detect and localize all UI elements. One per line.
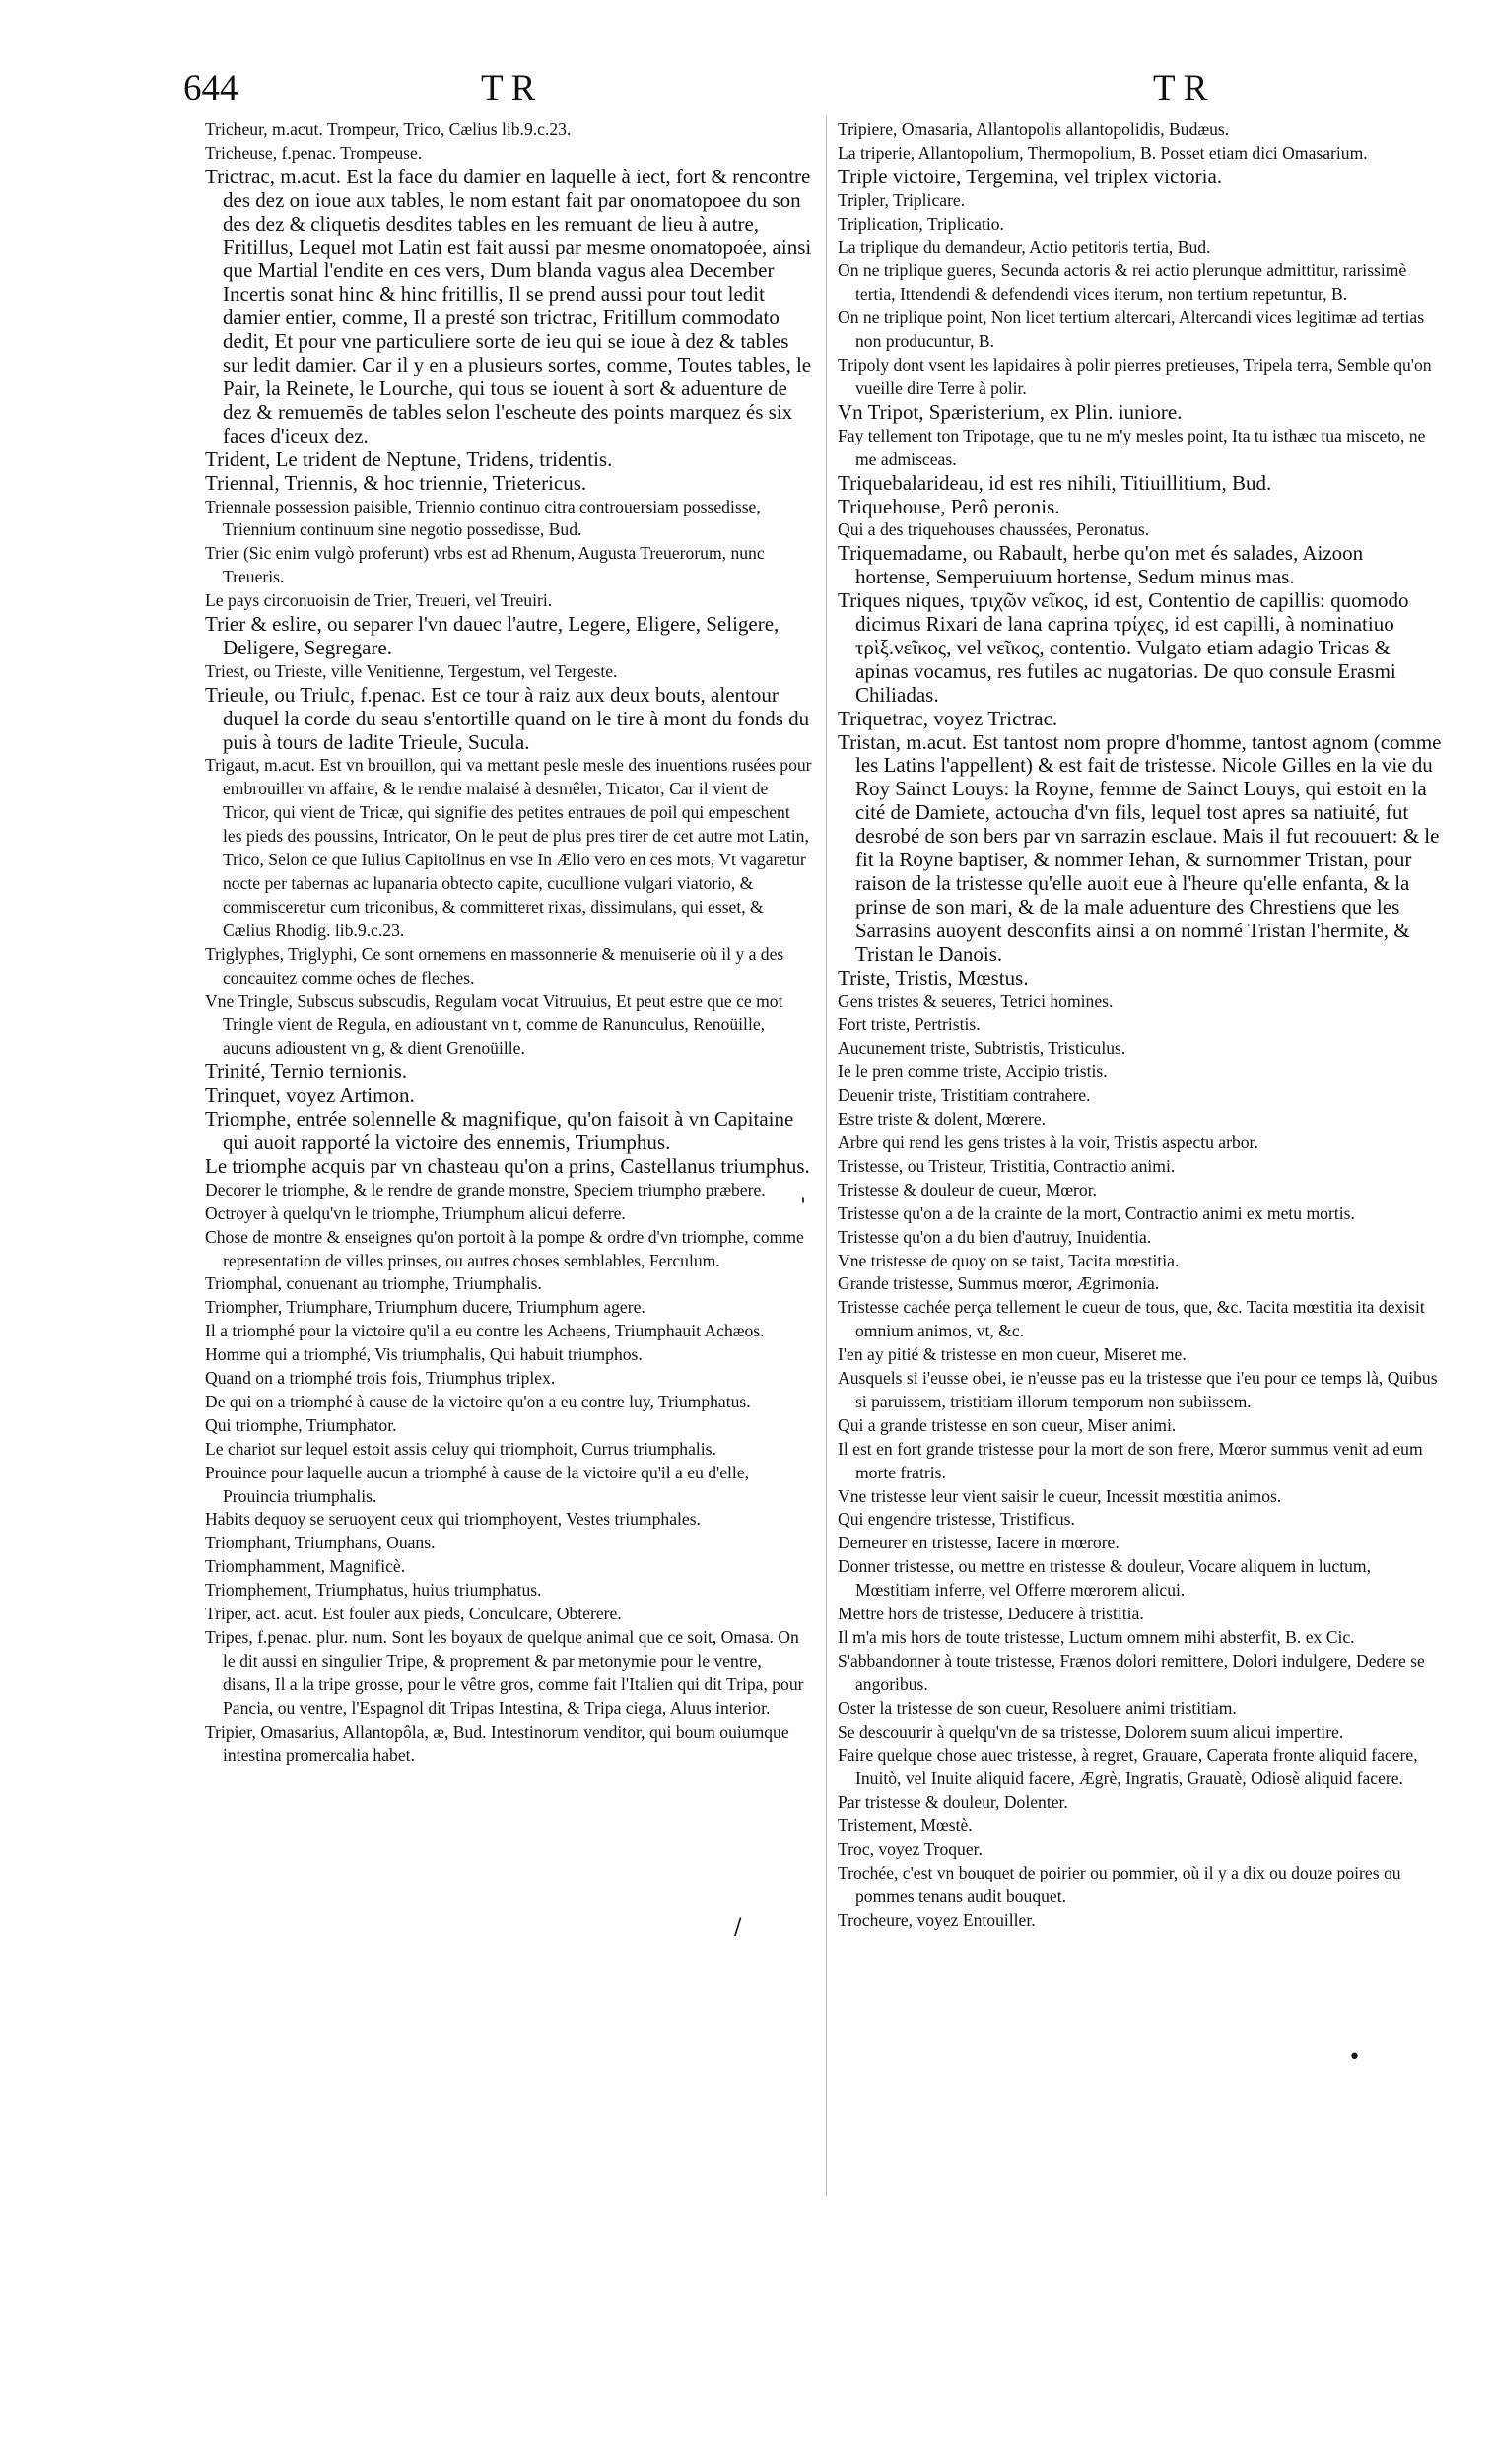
dictionary-entry: Triquetrac, voyez Trictrac. <box>838 706 1058 730</box>
dictionary-entry: Tripiere, Omasaria, Allantopolis allantopolidis, Budæus. <box>838 119 1230 139</box>
dictionary-entry: Il est en fort grande tristesse pour la mort de son frere, Mœror summus venit ad eum morte fratris. <box>838 1438 1423 1482</box>
dictionary-entry: Tristesse qu'on a du bien d'autruy, Inuidentia. <box>838 1226 1152 1247</box>
dictionary-entry: Triennal, Triennis, & hoc triennie, Trietericus. <box>205 470 587 495</box>
dictionary-entry: Homme qui a triomphé, Vis triumphalis, Qui habuit triumphos. <box>205 1344 643 1365</box>
dictionary-entry: Par tristesse & douleur, Dolenter. <box>838 1792 1068 1813</box>
dictionary-entry: Tristesse, ou Tristeur, Tristitia, Contractio animi. <box>838 1155 1176 1176</box>
dictionary-entry: Trier & eslire, ou separer l'vn dauec l'autre, Legere, Eligere, Seligere, Deligere, Segregare. <box>205 612 780 659</box>
dictionary-entry: Trinité, Ternio ternionis. <box>205 1060 408 1084</box>
dictionary-entry: Triest, ou Trieste, ville Venitienne, Tergestum, vel Tergeste. <box>205 660 618 681</box>
dictionary-entry: La triperie, Allantopolium, Thermopolium, B. Posset etiam dici Omasarium. <box>838 142 1368 163</box>
dictionary-entry: Chose de montre & enseignes qu'on portoit à la pompe & ordre d'vn triomphe, comme representation de villes prinses, ou autres choses semblables, Ferculum. <box>205 1226 804 1270</box>
dictionary-entry: Mettre hors de tristesse, Deducere à tristitia. <box>838 1604 1144 1624</box>
dictionary-entry: Le triomphe acquis par vn chasteau qu'on a prins, Castellanus triumphus. <box>205 1153 810 1178</box>
dictionary-entry: Triquehouse, Perô peronis. <box>838 494 1060 518</box>
dictionary-entry: Trocheure, voyez Entouiller. <box>838 1909 1036 1930</box>
dictionary-entry: Triomphant, Triumphans, Ouans. <box>205 1533 436 1553</box>
dictionary-entry: Tristesse cachée perça tellement le cueur de tous, que, &c. Tacita mœstitia ita dexisit omnium animos, vt, &c. <box>838 1297 1425 1341</box>
dictionary-entry: Decorer le triomphe, & le rendre de grande monstre, Speciem triumpho præbere. <box>205 1179 766 1199</box>
dictionary-entry: La triplique du demandeur, Actio petitoris tertia, Bud. <box>838 237 1211 257</box>
dictionary-entry: Qui engendre tristesse, Tristificus. <box>838 1509 1075 1530</box>
dictionary-entry: Trieule, ou Triulc, f.penac. Est ce tour à raiz aux deux bouts, alentour duquel la corde du seau s'entortille quand on le tire à mont du fonds du puis à tours de ladite Trieule, Sucula. <box>205 682 810 754</box>
dictionary-entry: Ie le pren comme triste, Accipio tristis. <box>838 1061 1108 1082</box>
dictionary-entry: Triques niques, τριχῶν νεῖκος, id est, Contentio de capillis: quomodo dicimus Rixari de lana caprina τρίχες, id est capilli, à nominatiuo τρὶξ.νεῖκος, vel νεῖκος, contentio. Vulgato etiam adagio Tricas & apinas vocamus, res futiles ac nugatorias. De quo consule Erasmi Chiliadas. <box>838 588 1409 707</box>
dictionary-entry: On ne triplique gueres, Secunda actoris & rei actio plerunque admittitur, rarissimè tertia, Ittendendi & defendendi vices iterum, non tertium repetuntur, B. <box>838 260 1407 305</box>
dictionary-entry: Troc, voyez Troquer. <box>838 1839 983 1860</box>
dictionary-entry: Grande tristesse, Summus mœror, Ægrimonia. <box>838 1273 1160 1294</box>
dictionary-entry: Tristesse & douleur de cueur, Mœror. <box>838 1179 1098 1199</box>
dictionary-entry: Trinquet, voyez Artimon. <box>205 1083 415 1108</box>
dictionary-entry: Gens tristes & seueres, Tetrici homines. <box>838 991 1114 1011</box>
margin-mark: / <box>734 1915 742 1940</box>
dictionary-entry: Tricheur, m.acut. Trompeur, Trico, Cælius lib.9.c.23. <box>205 119 572 139</box>
right-column <box>838 118 1443 1933</box>
margin-mark: ' <box>800 1195 807 1219</box>
dictionary-entry: Il a triomphé pour la victoire qu'il a eu contre les Acheens, Triumphauit Achæos. <box>205 1321 765 1341</box>
right-running-head: TR <box>1153 68 1216 108</box>
dictionary-entry: Tripler, Triplicare. <box>838 189 966 210</box>
dictionary-entry: Trictrac, m.acut. Est la face du damier en laquelle à iect, fort & rencontre des dez on ioue aux tables, le nom estant fait par onomatopoee du son des dez & cliquetis desdites tables en les remuant de lieu à autre, Fritillus, Lequel mot Latin est fait aussi par mesme onomatopoée, ainsi que Martial l'endite en ces vers, Dum blanda vagus alea December Incertis sonat hinc & hinc fritillis, Il se prend aussi pour tout ledit damier entier, comme, Il a presté son trictrac, Fritillum commodato dedit, Et pour vne particuliere sorte de ieu qui se ioue à dez & tables sur ledit damier. Car il y en a plusieurs sortes, comme, Toutes tables, le Pair, la Reinete, le Lourche, qui tous se iouent à sort & aduenture de dez & remuemēs de tables selon l'escheute des points marquez és six faces d'iceux dez. <box>205 164 812 447</box>
dictionary-entry: Triomphement, Triumphatus, huius triumphatus. <box>205 1580 542 1601</box>
dictionary-entry: Tristement, Mœstè. <box>838 1815 973 1836</box>
dictionary-entry: Triomphe, entrée solennelle & magnifique, qu'on faisoit à vn Capitaine qui auoit rapporté la victoire des ennemis, Triumphus. <box>205 1107 794 1154</box>
column-divider <box>826 116 827 2196</box>
dictionary-entry: Triste, Tristis, Mœstus. <box>838 965 1029 990</box>
dictionary-entry: Fort triste, Pertristis. <box>838 1014 981 1035</box>
dictionary-entry: Qui a des triquehouses chaussées, Peronatus. <box>838 519 1150 540</box>
dictionary-entry: Vne Tringle, Subscus subscudis, Regulam vocat Vitruuius, Et peut estre que ce mot Tringle vient de Regula, en adioustant vn t, comme de Ranunculus, Renoüille, aucuns adioustent vn g, & dient Grenoüille. <box>205 991 783 1059</box>
dictionary-entry: Deuenir triste, Tristitiam contrahere. <box>838 1085 1091 1106</box>
dictionary-entry: Vn Tripot, Spæristerium, ex Plin. iuniore. <box>838 399 1183 424</box>
dictionary-entry: Triquemadame, ou Rabault, herbe qu'on met és salades, Aizoon hortense, Semperuiuum hortense, Sedum minus mas. <box>838 541 1364 589</box>
dictionary-entry: Trochée, c'est vn bouquet de poirier ou pommier, où il y a dix ou douze poires ou pommes tenans audit bouquet. <box>838 1863 1401 1906</box>
dictionary-entry: Ausquels si i'eusse obei, ie n'eusse pas eu la tristesse que i'eu pour ce temps là, Quibus si paruissem, tristitiam illorum temporum non subiissem. <box>838 1368 1438 1411</box>
dictionary-entry: Qui a grande tristesse en son cueur, Miser animi. <box>838 1414 1177 1435</box>
dictionary-entry: Tricheuse, f.penac. Trompeuse. <box>205 142 423 163</box>
dictionary-entry: Demeurer en tristesse, Iacere in mœrore. <box>838 1533 1120 1553</box>
dictionary-entry: Tripoly dont vsent les lapidaires à polir pierres pretieuses, Tripela terra, Semble qu'on vueille dire Terre à polir. <box>838 355 1432 398</box>
dictionary-entry: Trier (Sic enim vulgò proferunt) vrbs est ad Rhenum, Augusta Treuerorum, nunc Treueris. <box>205 543 765 587</box>
dictionary-entry: Se descouurir à quelqu'vn de sa tristesse, Dolorem suum alicui impertire. <box>838 1721 1344 1742</box>
dictionary-entry: De qui on a triomphé à cause de la victoire qu'on a eu contre luy, Triumphatus. <box>205 1391 751 1411</box>
left-column <box>205 118 813 1767</box>
dictionary-entry: Tristesse qu'on a de la crainte de la mort, Contractio animi ex metu mortis. <box>838 1202 1355 1223</box>
dictionary-entry: Aucunement triste, Subtristis, Tristiculus. <box>838 1038 1126 1059</box>
dictionary-entry: Triglyphes, Triglyphi, Ce sont ornemens en massonnerie & menuiserie où il y a des concauitez comme oches de fleches. <box>205 943 784 988</box>
dictionary-entry: Tripes, f.penac. plur. num. Sont les boyaux de quelque animal que ce soit, Omasa. On le dit aussi en singulier Tripe, & proprement & par metonymie pour le ventre, disans, Il a la tripe grosse, pour le vêtre gros, comme fait l'Italien qui dit Tripa, pour Pancia, ou ventre, l'Espagnol dit Tripas Intestina, & Tripa ciega, Aluus interior. <box>205 1627 804 1718</box>
dictionary-entry: Tristan, m.acut. Est tantost nom propre d'homme, tantost agnom (comme les Latins l'appellent) & est fait de tristesse. Nicole Gilles en la vie du Roy Sainct Louys: la Royne, femme de Sainct Louys, qui estoit en la cité de Damiete, actoucha d'vn fils, lequel tost apres sa natiuité, fut desrobé de son bers par vn sarrazin esclaue. Mais il fut recouuert: & le fit la Royne baptiser, & nommer Iehan, & surnommer Tristan, pour raison de la tristesse qu'elle auoit eue à l'heure qu'elle enfanta, & la prinse de son mari, & de la male aduenture des Chrestiens que les Sarrasins auoyent desconfits ainsi a on nommé Tristan l'hermite, & Tristan le Danois. <box>838 729 1442 966</box>
dictionary-entry: Triper, act. acut. Est fouler aux pieds, Conculcare, Obterere. <box>205 1604 622 1624</box>
dictionary-entry: Vne tristesse de quoy on se taist, Tacita mœstitia. <box>838 1250 1180 1270</box>
dictionary-entry: Triennale possession paisible, Triennio continuo citra controuersiam possedisse, Triennium continuum sine negotio possedisse, Bud. <box>205 496 761 540</box>
dictionary-entry: S'abbandonner à toute tristesse, Frænos dolori remittere, Dolori indulgere, Dedere se angoribus. <box>838 1650 1425 1694</box>
dictionary-entry: Il m'a mis hors de toute tristesse, Luctum omnem mihi absterfit, B. ex Cic. <box>838 1627 1355 1647</box>
dictionary-entry: Estre triste & dolent, Mœrere. <box>838 1109 1047 1129</box>
dictionary-entry: Donner tristesse, ou mettre en tristesse & douleur, Vocare aliquem in luctum, Mœstitiam inferre, vel Offerre mœrorem alicui. <box>838 1556 1371 1601</box>
dictionary-entry: Vne tristesse leur vient saisir le cueur, Incessit mœstitia animos. <box>838 1485 1282 1506</box>
dictionary-entry: Tripier, Omasarius, Allantopôla, æ, Bud. Intestinorum venditor, qui boum ouiumque intestina promercalia habet. <box>205 1721 789 1765</box>
dictionary-entry: Trident, Le trident de Neptune, Tridens, tridentis. <box>205 446 613 471</box>
dictionary-entry: Octroyer à quelqu'vn le triomphe, Triumphum alicui deferre. <box>205 1202 626 1223</box>
dictionary-entry: Fay tellement ton Tripotage, que tu ne m'y mesles point, Ita tu isthæc tua misceto, ne me admisceas. <box>838 425 1426 469</box>
dictionary-entry: Oster la tristesse de son cueur, Resoluere animi tristitiam. <box>838 1697 1237 1718</box>
dictionary-entry: Quand on a triomphé trois fois, Triumphus triplex. <box>205 1368 556 1389</box>
dictionary-entry: I'en ay pitié & tristesse en mon cueur, Miseret me. <box>838 1344 1187 1365</box>
margin-mark: • <box>1348 2045 1361 2070</box>
dictionary-entry: Triquebalarideau, id est res nihili, Titiuillitium, Bud. <box>838 470 1272 495</box>
dictionary-entry: Triomphal, conuenant au triomphe, Triumphalis. <box>205 1273 542 1294</box>
page-number: 644 <box>183 68 238 108</box>
dictionary-entry: Triplication, Triplicatio. <box>838 213 1004 234</box>
dictionary-entry: Le chariot sur lequel estoit assis celuy qui triomphoit, Currus triumphalis. <box>205 1438 716 1459</box>
dictionary-entry: Arbre qui rend les gens tristes à la voir, Tristis aspectu arbor. <box>838 1131 1258 1152</box>
dictionary-entry: Triomphamment, Magnificè. <box>205 1556 406 1577</box>
dictionary-entry: On ne triplique point, Non licet tertium altercari, Altercandi vices legitimæ ad tertias non producuntur, B. <box>838 308 1425 352</box>
dictionary-entry: Prouince pour laquelle aucun a triomphé à cause de la victoire qu'il a eu d'elle, Prouincia triumphalis. <box>205 1462 750 1506</box>
dictionary-entry: Habits dequoy se seruoyent ceux qui triomphoyent, Vestes triumphales. <box>205 1509 701 1530</box>
dictionary-entry: Trigaut, m.acut. Est vn brouillon, qui va mettant pesle mesle des inuentions rusées pour embrouiller vn affaire, & le rendre malaisé à desmêler, Tricator, Car il vient de Tricor, qui vient de Tricæ, qui signifie des petites entraues de poil qui empeschent les pieds des poussins, Intricator, On le peut de plus pres tirer de cet autre mot Latin, Trico, Selon ce que Iulius Capitolinus en vse In Ælio vero en ces mots, Vt vagaretur nocte per tabernas ac lupanaria obtecto capite, cucullione vulgari viatorio, & commisceretur cum triconibus, & committeret rixas, dissimulans, qui esset, & Cælius Rhodig. lib.9.c.23. <box>205 755 812 940</box>
dictionary-entry: Qui triomphe, Triumphator. <box>205 1414 397 1435</box>
dictionary-entry: Faire quelque chose auec tristesse, à regret, Grauare, Caperata fronte aliquid facere, Inuitò, vel Inuite aliquid facere, Ægrè, Ingratis, Grauatè, Odiosè aliquid facere. <box>838 1745 1418 1789</box>
dictionary-entry: Le pays circonuoisin de Trier, Treueri, vel Treuiri. <box>205 590 553 611</box>
dictionary-entry: Triompher, Triumphare, Triumphum ducere, Triumphum agere. <box>205 1297 645 1318</box>
dictionary-entry: Triple victoire, Tergemina, vel triplex victoria. <box>838 164 1223 188</box>
left-running-head: TR <box>481 68 544 108</box>
